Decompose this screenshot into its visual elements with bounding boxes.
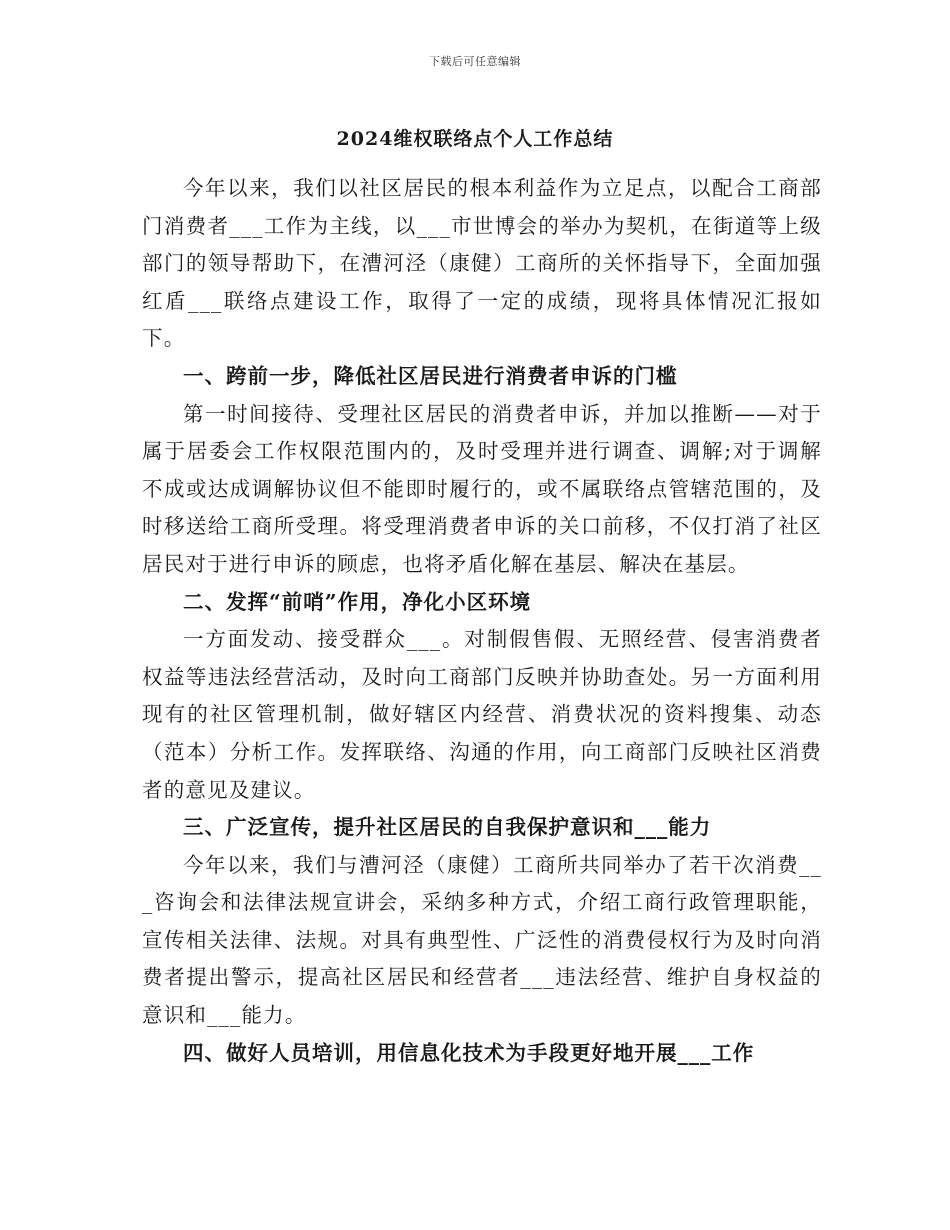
document-body [142, 170, 822, 1072]
section-heading-4: 四、做好人员培训，用信息化技术为手段更好地开展___工作 [183, 1040, 755, 1065]
section-heading-3: 三、广泛宣传，提升社区居民的自我保护意识和___能力 [183, 815, 712, 840]
section-heading-1: 一、跨前一步，降低社区居民进行消费者申诉的门槛 [183, 363, 678, 388]
intro-paragraph: 今年以来，我们以社区居民的根本利益作为立足点，以配合工商部门消费者___工作为主线，以___市世博会的举办为契机，在街道等上级部门的领导帮助下，在漕河泾（康健）工商所的关怀指导下，全面加强红盾___联络点建设工作，取得了一定的成绩，现将具体情况汇报如下。 [142, 176, 822, 351]
document-title: 2024维权联络点个人工作总结 [336, 128, 614, 150]
section-paragraph-3: 今年以来，我们与漕河泾（康健）工商所共同举办了若干次消费___咨询会和法律法规宣讲会，采纳多种方式，介绍工商行政管理职能，宣传相关法律、法规。对具有典型性、广泛性的消费侵权行为及时向消费者提出警示，提高社区居民和经营者___违法经营、维护自身权益的意识和___能力。 [142, 852, 822, 1028]
section-paragraph-2: 一方面发动、接受群众___。对制假售假、无照经营、侵害消费者权益等违法经营活动，及时向工商部门反映并协助查处。另一方面利用现有的社区管理机制，做好辖区内经营、消费状况的资料搜集、动态（范本）分析工作。发挥联络、沟通的作用，向工商部门反映社区消费者的意见及建议。 [142, 627, 822, 802]
section-paragraph-1: 第一时间接待、受理社区居民的消费者申诉，并加以推断——对于属于居委会工作权限范围内的，及时受理并进行调查、调解;对于调解不成或达成调解协议但不能即时履行的，或不属联络点管辖范围的，及时移送给工商所受理。将受理消费者申诉的关口前移，不仅打消了社区居民对于进行申诉的顾虑，也将矛盾化解在基层、解决在基层。 [142, 401, 822, 576]
header-note: 下载后可任意编辑 [429, 55, 521, 68]
section-heading-2: 二、发挥“前哨”作用，净化小区环境 [183, 589, 532, 614]
